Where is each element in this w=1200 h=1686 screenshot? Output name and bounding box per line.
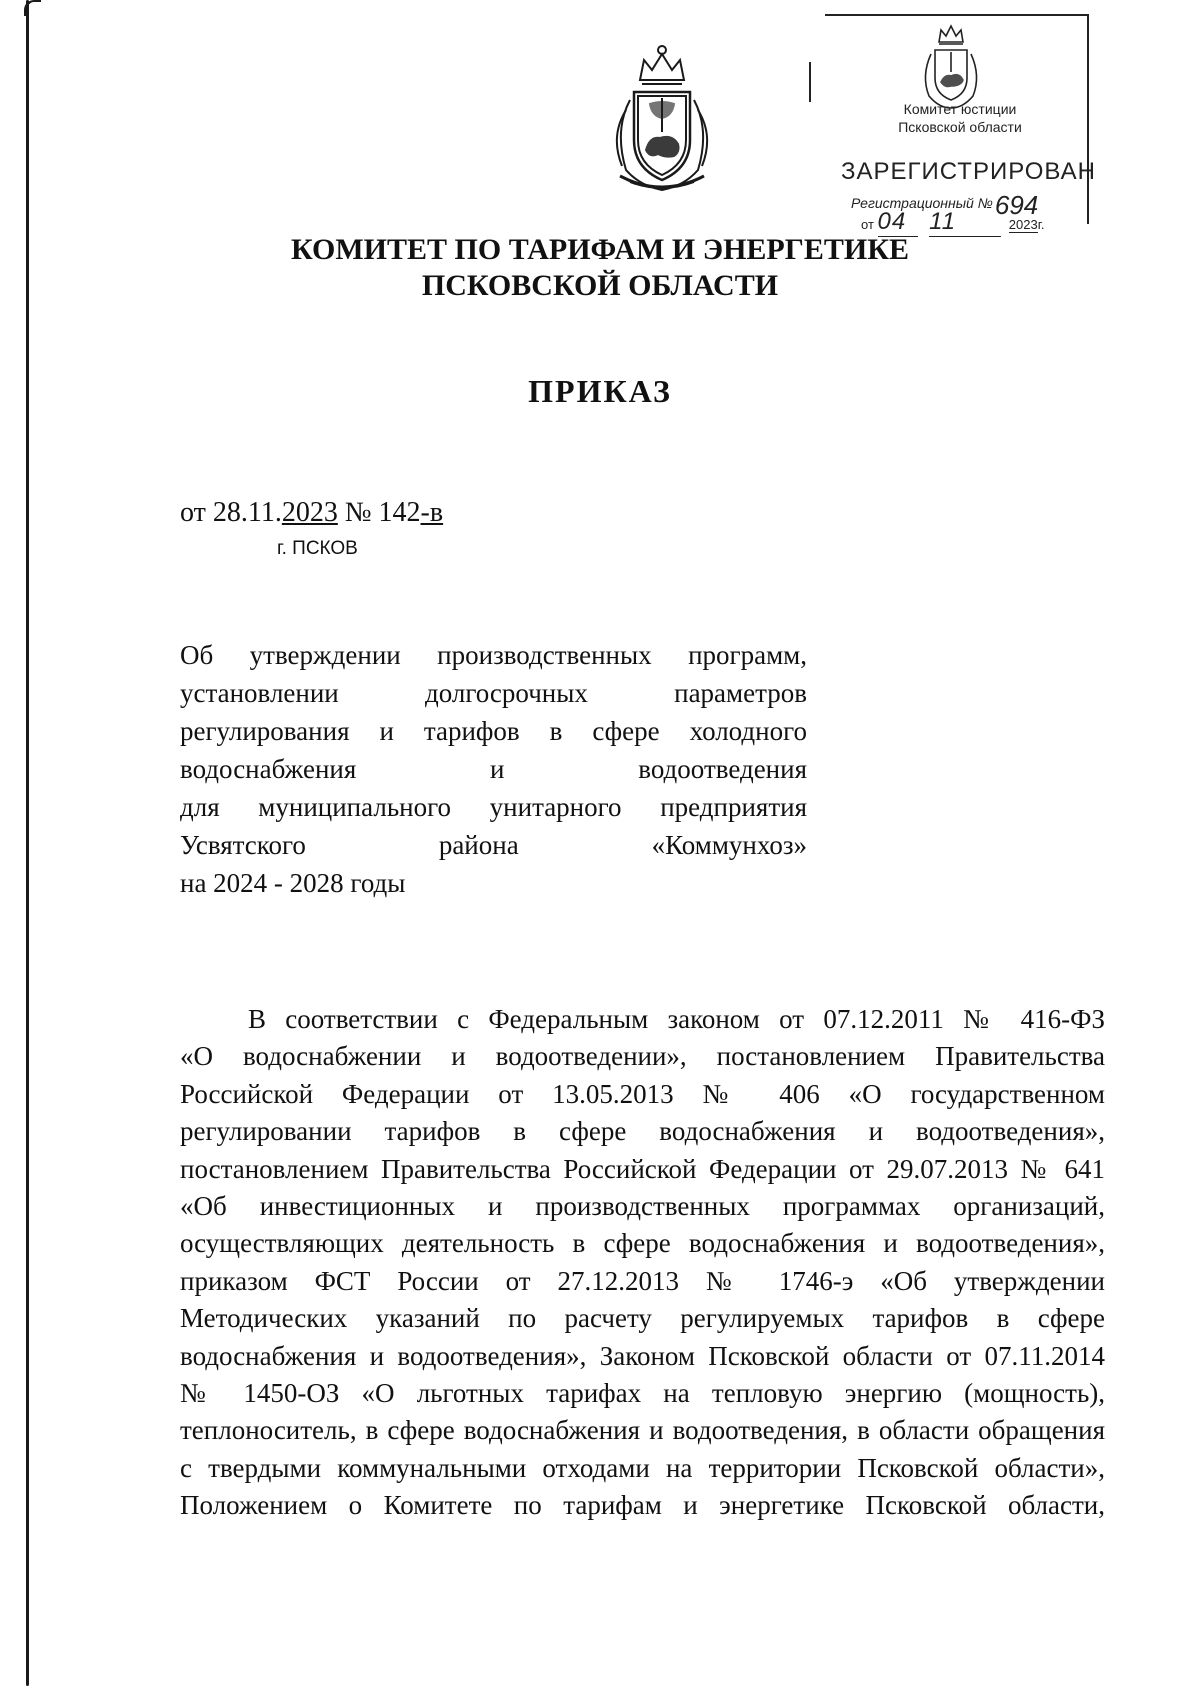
- document-type-heading: ПРИКАЗ: [528, 373, 672, 409]
- body-line: регулировании тарифов в сфере водоснабжения и водоотведения»,: [180, 1116, 1105, 1147]
- stamp-frame-tick: [809, 62, 811, 102]
- stamp-organization: [875, 100, 1045, 136]
- subject-line: водоснабжения и водоотведения: [180, 754, 807, 784]
- subject-line: Усвятского района «Коммунхоз»: [180, 830, 807, 860]
- body-line: с твердыми коммунальными отходами на территории Псковской области»,: [180, 1452, 1105, 1483]
- stamp-reg-date-prefix: от: [861, 217, 874, 232]
- order-date-prefix: от 28.11.: [180, 497, 282, 528]
- subject-line: установлении долгосрочных параметров: [180, 678, 807, 708]
- subject-line: регулирования и тарифов в сфере холодного: [180, 716, 807, 746]
- stamp-status: ЗАРЕГИСТРИРОВАН: [841, 158, 1096, 185]
- order-date-year: 2023: [281, 497, 338, 528]
- organization-title-line2: ПСКОВСКОЙ ОБЛАСТИ: [421, 269, 779, 302]
- stamp-reg-date-year: 2023: [1008, 217, 1038, 232]
- organization-title: [180, 232, 1020, 304]
- pskov-coat-of-arms-icon: [600, 40, 724, 198]
- stamp-coat-of-arms-icon: [915, 20, 987, 110]
- stamp-organization-line2: Псковской области: [898, 119, 1022, 135]
- body-line: «О водоснабжении и водоотведении», постановлением Правительства: [180, 1041, 1105, 1072]
- body-line: Российской Федерации от 13.05.2013 № 406 «О государственном: [180, 1078, 1105, 1109]
- stamp-frame-right: [1087, 14, 1089, 224]
- stamp-frame-top: [825, 14, 1087, 16]
- order-number-suffix: -в: [420, 497, 444, 528]
- subject-line: для муниципального унитарного предприятия: [180, 792, 807, 822]
- stamp-reg-date-suffix: г.: [1037, 217, 1045, 232]
- body-line: осуществляющих деятельность в сфере водоснабжения и водоотведения»,: [180, 1228, 1105, 1259]
- page-edge-corner: [24, 0, 41, 16]
- body-line: постановлением Правительства Российской Федерации от 29.07.2013 № 641: [180, 1153, 1105, 1184]
- body-line: Положением о Комитете по тарифам и энергетике Псковской области,: [180, 1490, 1105, 1521]
- organization-title-line1: КОМИТЕТ ПО ТАРИФАМ И ЭНЕРГЕТИКЕ: [291, 233, 909, 266]
- stamp-reg-date-month: 11: [929, 208, 1001, 237]
- subject-line: Об утверждении производственных программ,: [180, 640, 807, 670]
- body-line: № 1450-ОЗ «О льготных тарифах на тепловую энергию (мощность),: [180, 1378, 1105, 1409]
- order-city: г. ПСКОВ: [277, 538, 358, 559]
- body-line: водоснабжения и водоотведения», Законом Псковской области от 07.11.2014: [180, 1340, 1105, 1371]
- stamp-reg-number-value: 694: [994, 190, 1039, 220]
- subject-line: на 2024 - 2028 годы: [180, 868, 406, 898]
- order-body: [180, 1001, 1105, 1525]
- registration-stamp: [825, 8, 1096, 235]
- body-line: приказом ФСТ России от 27.12.2013 № 1746-э «Об утверждении: [180, 1265, 1105, 1296]
- body-line: теплоноситель, в сфере водоснабжения и водоотведения, в области обращения: [180, 1415, 1105, 1446]
- stamp-reg-number-label: Регистрационный №: [851, 195, 993, 211]
- page-edge-line: [26, 0, 29, 1686]
- order-date-number: [180, 497, 443, 529]
- order-subject: [180, 636, 807, 902]
- body-line: В соответствии с Федеральным законом от 07.12.2011 № 416-ФЗ: [248, 1004, 1105, 1034]
- body-line: Методических указаний по расчету регулируемых тарифов в сфере: [180, 1303, 1105, 1334]
- stamp-organization-line1: Комитет юстиции: [903, 101, 1017, 117]
- body-line: «Об инвестиционных и производственных программах организаций,: [180, 1191, 1105, 1222]
- order-number: № 142: [337, 497, 421, 528]
- stamp-reg-date-day: 04: [878, 208, 918, 237]
